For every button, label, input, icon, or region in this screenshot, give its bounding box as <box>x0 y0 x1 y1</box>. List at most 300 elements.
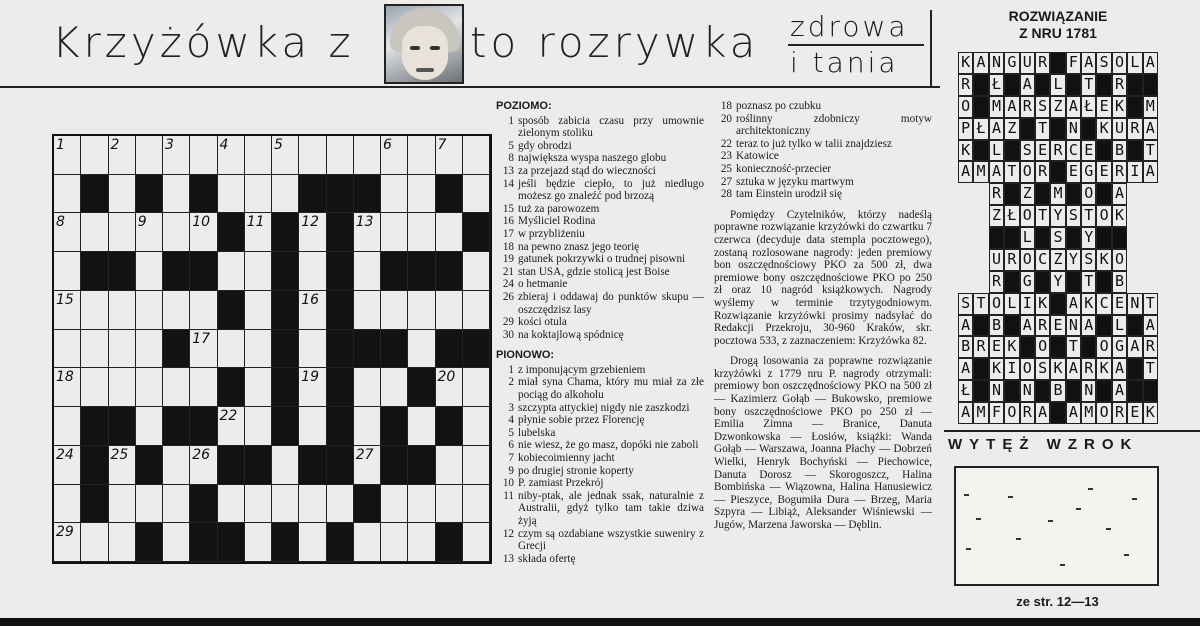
grid-cell <box>299 485 326 524</box>
grid-cell-black <box>327 523 354 562</box>
solution-cell: R <box>1081 358 1096 380</box>
section-divider <box>944 430 1200 432</box>
grid-cell-black <box>436 407 463 446</box>
solution-cell: A <box>1143 52 1158 74</box>
grid-cell <box>299 213 326 252</box>
solution-cell: R <box>1143 336 1158 358</box>
clue-text: kobiecoimienny jacht <box>518 452 615 465</box>
solution-cell-black <box>1081 336 1096 358</box>
portrait-photo <box>384 4 464 84</box>
grid-cell <box>218 407 245 446</box>
grid-cell-black <box>272 407 299 446</box>
solution-cell-black <box>1035 74 1050 96</box>
cell-number: 11 <box>246 214 265 231</box>
grid-cell <box>109 330 136 369</box>
grid-cell-black <box>299 446 326 485</box>
clue-item <box>496 376 704 401</box>
clue-item <box>496 178 704 203</box>
solution-cell: S <box>1035 358 1050 380</box>
solution-cell: L <box>989 140 1004 162</box>
grid-cell-black <box>381 252 408 291</box>
grid-cell <box>463 368 490 407</box>
grid-cell <box>54 252 81 291</box>
grid-cell <box>408 291 435 330</box>
solution-cell: K <box>989 358 1004 380</box>
grid-cell-black <box>327 330 354 369</box>
grid-cell <box>109 213 136 252</box>
cell-number: 22 <box>219 408 238 425</box>
solution-cell-black <box>1096 140 1111 162</box>
clue-item <box>714 138 932 151</box>
clue-number: 25 <box>720 162 732 175</box>
solution-cell: O <box>1020 205 1035 227</box>
clue-number: 18 <box>720 100 732 112</box>
solution-cell: A <box>1035 402 1050 424</box>
solution-cell: R <box>1020 402 1035 424</box>
solution-cell: E <box>1050 315 1065 337</box>
solution-cell: N <box>989 380 1004 402</box>
grid-cell <box>327 136 354 175</box>
grid-cell <box>436 213 463 252</box>
solution-cell: A <box>958 315 973 337</box>
solution-cell: T <box>1081 74 1096 96</box>
solution-cell: A <box>1143 315 1158 337</box>
clue-item <box>496 140 704 153</box>
cell-number: 1 <box>56 137 65 153</box>
solution-cell-black <box>1127 96 1142 118</box>
grid-cell <box>299 330 326 369</box>
clue-number: 3 <box>508 401 514 414</box>
clue-text: poznasz po czubku <box>736 100 822 112</box>
grid-cell <box>299 523 326 562</box>
solution-cell-black <box>989 227 1004 249</box>
grid-cell-black <box>136 175 163 214</box>
clue-text: sztuka w języku martwym <box>736 175 854 188</box>
clue-text: P. zamiast Przekrój <box>518 477 604 490</box>
solution-cell: B <box>989 315 1004 337</box>
cell-number: 8 <box>56 214 65 231</box>
solution-cell: Ł <box>958 380 973 402</box>
solution-cell: Y <box>1081 227 1096 249</box>
spot-the-difference-image <box>954 466 1159 586</box>
grid-cell <box>245 291 272 330</box>
grid-cell <box>136 368 163 407</box>
clue-number: 5 <box>508 426 514 439</box>
solution-cell: B <box>1112 271 1127 293</box>
clue-text: gdy obrodzi <box>518 139 572 152</box>
grid-cell-black <box>218 446 245 485</box>
grid-cell <box>218 136 245 175</box>
clue-text: niby-ptak, ale jednak ssak, naturalnie z Australii, gdyż tylko tam takie dziwa żyją <box>518 489 704 527</box>
solution-cell-black <box>1143 380 1158 402</box>
grid-cell <box>109 136 136 175</box>
solution-cell: A <box>1081 315 1096 337</box>
solution-title-line2: Z NRU 1781 <box>1019 25 1097 41</box>
clue-item <box>496 152 704 165</box>
grid-cell-black <box>408 368 435 407</box>
clue-item <box>714 163 932 176</box>
grid-cell <box>245 523 272 562</box>
grid-cell-black <box>218 213 245 252</box>
solution-cell: M <box>973 161 988 183</box>
solution-cell-black <box>1004 227 1019 249</box>
solution-cell: Z <box>1020 183 1035 205</box>
clue-item <box>496 477 704 490</box>
solution-cell: R <box>1035 52 1050 74</box>
solution-cell: M <box>1143 96 1158 118</box>
grid-cell <box>381 485 408 524</box>
grid-cell <box>354 368 381 407</box>
clue-item <box>496 490 704 528</box>
solution-cell-black <box>1127 315 1142 337</box>
solution-cell-black <box>1096 183 1111 205</box>
solution-cell: S <box>1050 227 1065 249</box>
grid-cell <box>81 368 108 407</box>
grid-cell-black <box>354 485 381 524</box>
solution-cell: N <box>1066 315 1081 337</box>
clue-number: 6 <box>508 439 514 452</box>
clue-text: na pewno znasz jego teorię <box>518 240 640 253</box>
solution-cell: T <box>1035 205 1050 227</box>
grid-cell <box>381 175 408 214</box>
clue-text: kości otula <box>518 316 567 329</box>
solution-cell-black <box>973 74 988 96</box>
clue-text: teraz to już tylko w talii znajdziesz <box>736 137 892 150</box>
grid-cell <box>109 291 136 330</box>
solution-cell: S <box>1081 249 1096 271</box>
solution-cell: T <box>1143 140 1158 162</box>
solution-cell-black <box>1050 293 1065 315</box>
clue-number: 13 <box>502 552 514 565</box>
solution-cell: T <box>1143 358 1158 380</box>
grid-cell-black <box>136 446 163 485</box>
solution-cell: Ł <box>989 74 1004 96</box>
grid-cell-black <box>218 368 245 407</box>
clue-number: 27 <box>720 175 732 188</box>
solution-cell-black <box>1112 227 1127 249</box>
solution-cell: R <box>1127 118 1142 140</box>
grid-cell-black <box>436 252 463 291</box>
grid-cell <box>354 252 381 291</box>
cell-number: 10 <box>192 214 211 231</box>
solution-cell-black <box>1066 227 1081 249</box>
solution-cell: O <box>1112 52 1127 74</box>
clue-text: za przejazd stąd do wieczności <box>518 164 656 177</box>
solution-cell-black <box>973 380 988 402</box>
clue-item <box>496 228 704 241</box>
cell-number: 24 <box>56 446 74 463</box>
grid-cell <box>436 368 463 407</box>
clue-number: 5 <box>508 139 514 152</box>
clue-item <box>496 266 704 279</box>
clue-number: 20 <box>720 112 732 125</box>
clue-text: czym są ozdabiane wszystkie suweniry z Grecji <box>518 527 704 553</box>
bottom-bar <box>0 618 1200 626</box>
solution-cell: F <box>989 402 1004 424</box>
solution-cell: S <box>1096 52 1111 74</box>
solution-cell-black <box>1127 140 1142 162</box>
solution-cell-black <box>1096 227 1111 249</box>
solution-cell: Ł <box>1081 96 1096 118</box>
grid-cell-black <box>408 446 435 485</box>
grid-cell <box>245 213 272 252</box>
solution-cell-black <box>1035 183 1050 205</box>
grid-cell <box>109 368 136 407</box>
solution-cell-black <box>1050 118 1065 140</box>
solution-cell: M <box>1081 402 1096 424</box>
solution-cell: E <box>1127 402 1142 424</box>
solution-cell: K <box>958 52 973 74</box>
cell-number: 6 <box>383 137 392 153</box>
solution-cell: Y <box>1050 271 1065 293</box>
header-rule <box>0 86 940 88</box>
grid-cell <box>190 446 217 485</box>
grid-cell <box>245 252 272 291</box>
clues-column-right <box>714 100 932 532</box>
grid-cell-black <box>81 407 108 446</box>
grid-cell <box>436 446 463 485</box>
cell-number: 13 <box>355 214 374 231</box>
grid-cell <box>381 291 408 330</box>
solution-cell: R <box>1112 161 1127 183</box>
solution-cell: R <box>973 336 988 358</box>
solution-cell-black <box>1004 380 1019 402</box>
grid-cell-black <box>136 523 163 562</box>
solution-cell: U <box>1112 118 1127 140</box>
grid-cell <box>408 407 435 446</box>
solution-cell: Z <box>1050 249 1065 271</box>
solution-cell: R <box>1050 140 1065 162</box>
solution-cell: R <box>1035 315 1050 337</box>
clue-text: gatunek pokrzywki o trudnej pisowni <box>518 253 686 266</box>
solution-cell: B <box>1112 140 1127 162</box>
solution-cell-black <box>1050 402 1065 424</box>
solution-cell: A <box>1066 358 1081 380</box>
clue-number: 12 <box>502 527 514 540</box>
solution-cell: O <box>1112 249 1127 271</box>
grid-cell <box>408 523 435 562</box>
solution-cell-black <box>1143 74 1158 96</box>
grid-cell <box>354 291 381 330</box>
solution-cell: G <box>1004 52 1019 74</box>
grid-cell-black <box>81 175 108 214</box>
grid-cell <box>354 446 381 485</box>
clue-number: 7 <box>508 452 514 465</box>
solution-cell: T <box>1066 336 1081 358</box>
grid-cell-black <box>272 523 299 562</box>
grid-cell-black <box>327 368 354 407</box>
cell-number: 12 <box>301 214 320 231</box>
solution-cell: Y <box>1050 205 1065 227</box>
solution-cell: L <box>1127 52 1142 74</box>
solution-cell: S <box>958 293 973 315</box>
announcement-text: Pomiędzy Czytelników, którzy nadeślą poprawne rozwiązanie krzyżówki do czwartku 7 czerwca (decyduje data stempla pocztowego), zostaną rozlosowane nagrody: jeden premiowy bon oszczędnościowy PKO za 500 zł, dwa premiowe bony oszczędnościowe PKO po 250 zł oraz 10 nagród książkowych. Nagrody wyślemy w terminie trzytygodniowym. Rozwiązanie krzyżówki prosimy nadsyłać do Redakcji Przekroju, 30-960 Kraków, skr. pocztowa 533, z zaznaczeniem: Krzyżówka 82. <box>714 208 932 347</box>
solution-cell: B <box>1050 380 1065 402</box>
solution-cell: F <box>1066 52 1081 74</box>
grid-cell <box>109 446 136 485</box>
clue-number: 10 <box>502 477 514 490</box>
clue-item <box>496 528 704 553</box>
solution-cell: T <box>1004 161 1019 183</box>
clue-text: z imponującym grzebieniem <box>518 363 646 376</box>
cell-number: 29 <box>56 524 74 541</box>
solution-cell-black <box>1020 118 1035 140</box>
solution-cell: K <box>1096 358 1111 380</box>
grid-cell <box>354 523 381 562</box>
clue-item <box>496 465 704 478</box>
solution-cell: E <box>989 336 1004 358</box>
clue-number: 26 <box>502 290 514 303</box>
grid-cell-black <box>381 407 408 446</box>
grid-cell-black <box>327 407 354 446</box>
clue-text: lubelska <box>518 426 556 439</box>
clue-item <box>496 452 704 465</box>
grid-cell <box>163 291 190 330</box>
solution-title <box>958 8 1158 42</box>
grid-cell <box>81 213 108 252</box>
solution-cell-black <box>1127 74 1142 96</box>
clue-text: zbieraj i oddawaj do punktów skupu — oszczędzisz lasy <box>518 290 704 316</box>
cell-number: 7 <box>437 137 447 153</box>
solution-cell: K <box>1050 358 1065 380</box>
solution-cell: O <box>1096 336 1111 358</box>
grid-cell <box>245 485 272 524</box>
grid-cell <box>54 291 81 330</box>
clue-text: Myśliciel Rodina <box>518 215 596 228</box>
grid-cell-black <box>463 213 490 252</box>
grid-cell-black <box>272 252 299 291</box>
grid-cell <box>299 252 326 291</box>
clue-item <box>496 414 704 427</box>
clue-number: 2 <box>508 376 514 389</box>
cell-number: 28 <box>383 446 401 463</box>
clue-number: 29 <box>502 316 514 329</box>
solution-cell: N <box>1020 380 1035 402</box>
pionowo-heading: PIONOWO: <box>496 349 555 362</box>
grid-cell <box>81 523 108 562</box>
grid-cell <box>245 407 272 446</box>
clue-number: 1 <box>508 363 514 376</box>
grid-cell <box>109 485 136 524</box>
cell-number: 9 <box>137 214 147 231</box>
grid-cell <box>299 136 326 175</box>
wytez-title: WYTĘŻ WZROK <box>948 436 1139 453</box>
grid-cell-black <box>327 446 354 485</box>
clue-text: Katowice <box>736 150 779 163</box>
subtitle-top: zdrowa <box>790 10 909 43</box>
grid-cell <box>408 330 435 369</box>
clue-item <box>496 329 704 342</box>
winners-text: Drogą losowania za poprawne rozwiązanie krzyżówki z 1779 nru P. nagrody otrzymali: premiowy bon oszczędnościowy PKO na 500 zł — Kazimierz Gołąb — Bukowsko, premiowe bony oszczędnościowe PKO po 250 zł — Emilia Zimna — Branice, Danuta Dzwonkowska — Łosiów, książki: Wanda Gołąb — Warszawa, Joanna Płachy — Dobrzeń Wielki, Henryk Bochyński — Piechowice, Danuta Dorosz — Skorogoszcz, Halina Bombińska — Wiązowna, Halina Hanusiewicz — Pieszyce, Bogumiła Dura — Brzeg, Maria Szpyra — Libiąż, Aleksander Wiśniewski — Jugów, Marzena Jaworska — Dęblin. <box>714 355 932 531</box>
clue-item <box>496 402 704 415</box>
clue-item <box>496 253 704 266</box>
cell-number: 26 <box>192 446 211 463</box>
solution-cell: M <box>1050 183 1065 205</box>
grid-cell-black <box>218 291 245 330</box>
clue-number: 24 <box>502 278 514 291</box>
grid-cell <box>272 136 299 175</box>
cell-number: 19 <box>301 369 320 386</box>
grid-cell <box>54 136 81 175</box>
solution-cell: N <box>1081 380 1096 402</box>
cell-number: 3 <box>165 137 174 153</box>
solution-cell: N <box>1127 293 1142 315</box>
header-bracket <box>930 10 932 88</box>
clue-number: 19 <box>502 253 514 266</box>
solution-cell: K <box>1035 293 1050 315</box>
grid-cell <box>299 368 326 407</box>
clue-item <box>496 203 704 216</box>
grid-cell-black <box>381 330 408 369</box>
solution-cell: N <box>989 52 1004 74</box>
clue-text: o hetmanie <box>518 278 568 291</box>
grid-cell <box>381 136 408 175</box>
cell-number: 25 <box>110 446 129 463</box>
solution-cell: A <box>1143 118 1158 140</box>
grid-cell <box>463 446 490 485</box>
solution-cell: K <box>1004 336 1019 358</box>
solution-cell-black <box>1066 74 1081 96</box>
grid-cell <box>463 175 490 214</box>
grid-cell <box>245 175 272 214</box>
solution-cell: O <box>1004 402 1019 424</box>
clue-item <box>714 188 932 201</box>
poziomo-list <box>496 115 704 342</box>
grid-cell <box>136 407 163 446</box>
solution-cell: O <box>1020 161 1035 183</box>
grid-cell <box>245 330 272 369</box>
grid-cell-black <box>272 291 299 330</box>
clue-item <box>714 176 932 189</box>
solution-cell: O <box>1096 402 1111 424</box>
title-right: to rozrywka <box>470 18 760 67</box>
cell-number: 21 <box>192 408 211 425</box>
cell-number: 14 <box>192 253 211 270</box>
solution-cell: L <box>1020 227 1035 249</box>
solution-cell: A <box>1066 402 1081 424</box>
grid-cell-black <box>163 252 190 291</box>
solution-cell: R <box>1020 96 1035 118</box>
grid-cell <box>354 213 381 252</box>
grid-cell <box>218 330 245 369</box>
clue-number: 30 <box>502 328 514 341</box>
grid-cell <box>81 136 108 175</box>
clue-item <box>496 215 704 228</box>
wytez-page-ref: ze str. 12—13 <box>1016 594 1099 609</box>
grid-cell <box>190 291 217 330</box>
solution-cell-black <box>1050 161 1065 183</box>
solution-cell: K <box>1096 249 1111 271</box>
solution-cell-black <box>1096 74 1111 96</box>
grid-cell <box>54 446 81 485</box>
grid-cell-black <box>272 368 299 407</box>
solution-cell-black <box>1004 140 1019 162</box>
clue-item <box>496 278 704 291</box>
clue-number: 21 <box>502 265 514 278</box>
solution-cell: E <box>1096 96 1111 118</box>
grid-cell-black <box>408 252 435 291</box>
grid-cell-black <box>81 252 108 291</box>
grid-cell-black <box>81 485 108 524</box>
solution-cell: Ł <box>973 118 988 140</box>
solution-cell: Y <box>1066 249 1081 271</box>
grid-cell <box>163 523 190 562</box>
clue-number: 23 <box>720 150 732 163</box>
grid-cell <box>190 213 217 252</box>
grid-cell <box>109 523 136 562</box>
grid-cell <box>408 175 435 214</box>
grid-cell <box>408 485 435 524</box>
